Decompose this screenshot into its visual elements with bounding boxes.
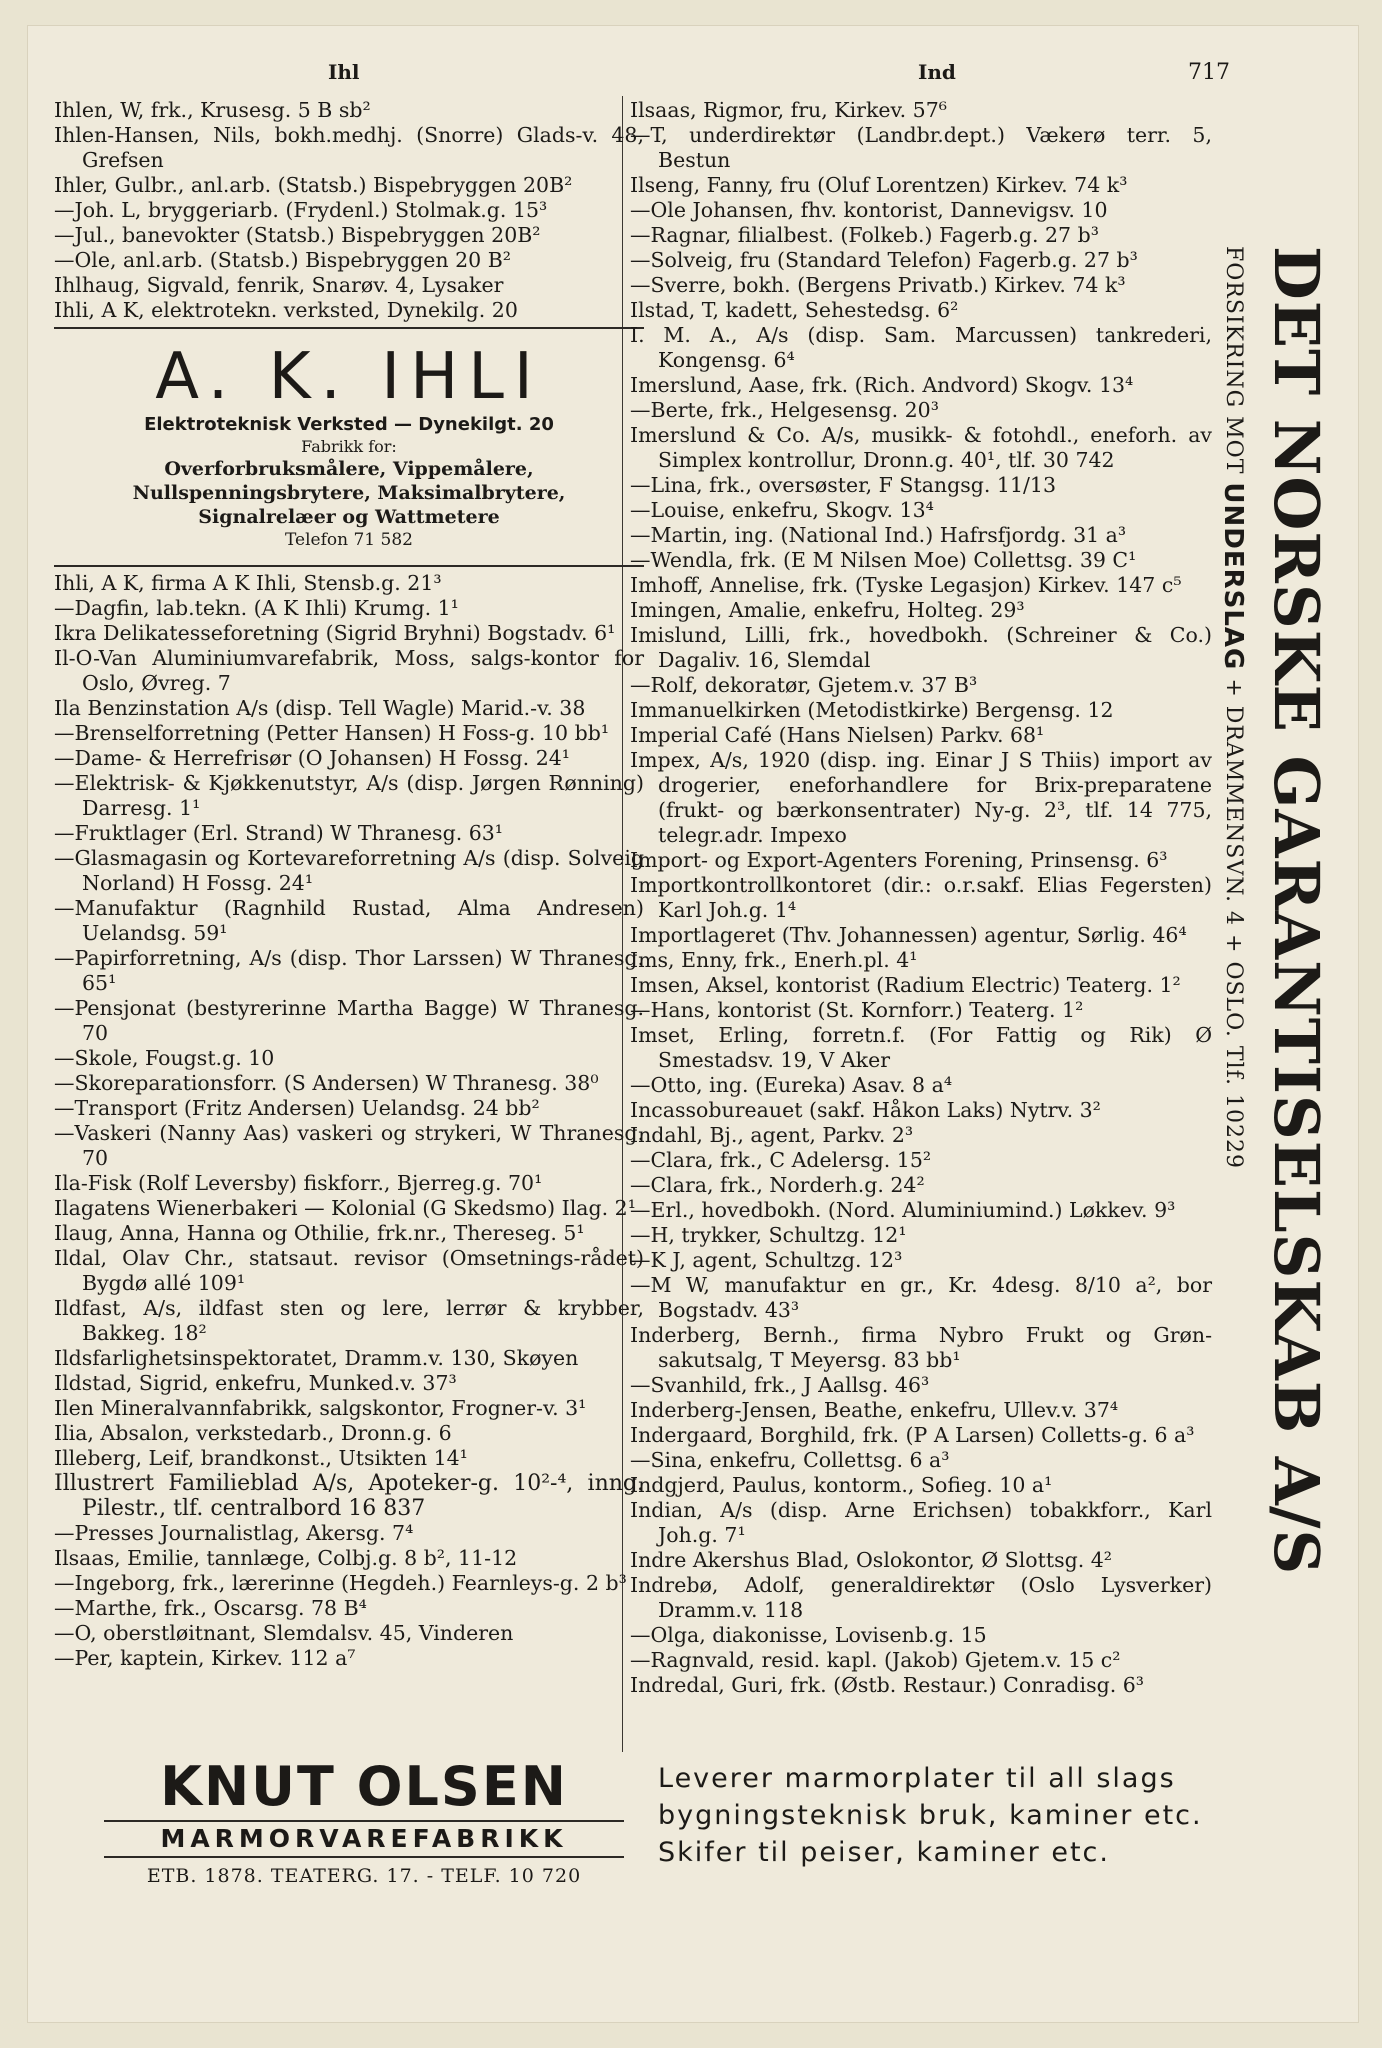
directory-entry: Ihli, A K, elektrotekn. verksted, Dynekilg. 20 xyxy=(54,298,518,322)
directory-entry: Import- og Export-Agenters Forening, Prinsensg. 6³ xyxy=(630,848,1168,872)
directory-entry: —Otto, ing. (Eureka) Asav. 8 a⁴ xyxy=(630,1073,953,1097)
directory-entry: Indian, A/s (disp. Arne Erichsen) tobakkforr., Karl Joh.g. 7¹ xyxy=(630,1498,1212,1547)
ad-ihli xyxy=(54,333,644,561)
directory-entry: Ilaug, Anna, Hanna og Othilie, frk.nr., Thereseg. 5¹ xyxy=(54,1221,585,1245)
right-entries xyxy=(630,98,1212,1698)
side-ad-main: DET NORSKE GARANTISELSKAB A/S xyxy=(1260,246,1333,1576)
directory-entry: Ihlhaug, Sigvald, fenrik, Snarøv. 4, Lysaker xyxy=(54,273,504,297)
directory-entry: —Manufaktur (Ragnhild Rustad, Alma Andresen) Uelandsg. 59¹ xyxy=(54,896,644,945)
directory-entry: —Martin, ing. (National Ind.) Hafrsfjordg. 31 a³ xyxy=(630,523,1127,547)
directory-entry: —Clara, frk., C Adelersg. 15² xyxy=(630,1148,932,1172)
directory-entry: —Clara, frk., Norderh.g. 24² xyxy=(630,1173,925,1197)
directory-entry: —Jul., banevokter (Statsb.) Bispebryggen 20B² xyxy=(54,223,541,247)
directory-entry: Impex, A/s, 1920 (disp. ing. Einar J S Thiis) import av drogerier, eneforhandlere for Brix-preparatene (frukt- og bærkonsentrater) Ny-g. 2³, tlf. 14 775, telegr.adr. Impexo xyxy=(630,748,1212,847)
directory-entry: Ihli, A K, firma A K Ihli, Stensb.g. 21³ xyxy=(54,571,442,595)
ad-ihli-subtitle: Elektroteknisk Verksted — Dynekilgt. 20 xyxy=(144,414,554,435)
ad-ihli-phone: Telefon 71 582 xyxy=(285,530,413,550)
directory-entry: —Solveig, fru (Standard Telefon) Fagerb.g. 27 b³ xyxy=(630,248,1138,272)
directory-entry: —H, trykker, Schultzg. 12¹ xyxy=(630,1223,907,1247)
directory-entry: —Elektrisk- & Kjøkkenutstyr, A/s (disp. Jørgen Rønning) Darresg. 1¹ xyxy=(54,771,644,820)
directory-entry: —Dame- & Herrefrisør (O Johansen) H Fossg. 24¹ xyxy=(54,746,571,770)
side-ad-sub-prefix: FORSIKRING MOT xyxy=(1221,246,1246,483)
directory-entry: —Louise, enkefru, Skogv. 13⁴ xyxy=(630,498,934,522)
ad-knut-line: ETB. 1878. TEATERG. 17. - TELF. 10 720 xyxy=(146,1865,582,1887)
directory-entry: Ihlen-Hansen, Nils, bokh.medhj. (Snorre) Glads-v. 48, Grefsen xyxy=(54,123,644,172)
side-ad-sub-bold: UNDERSLAG xyxy=(1218,482,1248,671)
directory-entry: Indgjerd, Paulus, kontorm., Sofieg. 10 a¹ xyxy=(630,1473,1053,1497)
directory-entry: —Glasmagasin og Kortevareforretning A/s (disp. Solveig Norland) H Fossg. 24¹ xyxy=(54,846,644,895)
directory-entry: —Transport (Fritz Andersen) Uelandsg. 24 bb² xyxy=(54,1096,540,1120)
directory-entry: —Fruktlager (Erl. Strand) W Thranesg. 63¹ xyxy=(54,821,504,845)
directory-entry: Ilsaas, Emilie, tannlæge, Colbj.g. 8 b², 11-12 xyxy=(54,1546,518,1570)
directory-entry: —Wendla, frk. (E M Nilsen Moe) Collettsg. 39 C¹ xyxy=(630,548,1137,572)
directory-entry: Imingen, Amalie, enkefru, Holteg. 29³ xyxy=(630,598,1025,622)
directory-entry: —Sverre, bokh. (Bergens Privatb.) Kirkev. 74 k³ xyxy=(630,273,1126,297)
ad-knut-rule xyxy=(104,1856,624,1858)
directory-entry: —Ingeborg, frk., lærerinne (Hegdeh.) Fearnleys-g. 2 b³ xyxy=(54,1571,627,1595)
left-column xyxy=(54,98,644,1671)
directory-entry: —Papirforretning, A/s (disp. Thor Larssen) W Thranesg. 65¹ xyxy=(54,946,644,995)
directory-entry: —O, oberstløitnant, Slemdalsv. 45, Vinderen xyxy=(54,1621,514,1645)
directory-entry: Ilseng, Fanny, fru (Oluf Lorentzen) Kirkev. 74 k³ xyxy=(630,173,1128,197)
directory-entry: —Presses Journalistlag, Akersg. 7⁴ xyxy=(54,1521,414,1545)
directory-entry: Imsen, Aksel, kontorist (Radium Electric) Teaterg. 1² xyxy=(630,973,1181,997)
directory-entry: Ilagatens Wienerbakeri — Kolonial (G Skedsmo) Ilag. 2¹ xyxy=(54,1196,636,1220)
directory-entry: Ilsaas, Rigmor, fru, Kirkev. 57⁶ xyxy=(630,98,947,122)
directory-entry: Indahl, Bj., agent, Parkv. 2³ xyxy=(630,1123,914,1147)
ad-marmor-line: bygningsteknisk bruk, kaminer etc. xyxy=(658,1800,1203,1831)
directory-entry: Indredal, Guri, frk. (Østb. Restaur.) Conradisg. 6³ xyxy=(630,1673,1145,1697)
directory-entry: —Skoreparationsforr. (S Andersen) W Thranesg. 38⁰ xyxy=(54,1071,599,1095)
side-ad-sub-rest: + DRAMMENSVN. 4 + OSLO. Tlf. 10229 xyxy=(1221,670,1246,1169)
ad-knut-olsen xyxy=(84,1756,644,1892)
directory-entry: —Rolf, dekoratør, Gjetem.v. 37 B³ xyxy=(630,673,978,697)
ad-knut-name: KNUT OLSEN xyxy=(160,1755,568,1818)
directory-entry: Ila-Fisk (Rolf Leversby) fiskforr., Bjerreg.g. 70¹ xyxy=(54,1171,543,1195)
directory-entry: —Erl., hovedbokh. (Nord. Aluminiumind.) Løkkev. 9³ xyxy=(630,1198,1176,1222)
side-ad-sub xyxy=(1218,246,1248,1169)
ad-ihli-product: Nullspenningsbrytere, Maksimalbrytere, xyxy=(132,482,566,504)
directory-entry: —Skole, Fougst.g. 10 xyxy=(54,1046,275,1070)
directory-page xyxy=(28,26,1358,2022)
directory-entry: —Dagfin, lab.tekn. (A K Ihli) Krumg. 1¹ xyxy=(54,596,459,620)
ad-ihli-title: A. K. IHLI xyxy=(155,340,543,414)
directory-entry: Indergaard, Borghild, frk. (P A Larsen) Colletts-g. 6 a³ xyxy=(630,1423,1195,1447)
directory-entry: Illustrert Familieblad A/s, Apoteker-g. 10²-⁴, inng. Pilestr., tlf. centralbord 16 837 xyxy=(54,1471,644,1521)
directory-entry: Inderberg-Jensen, Beathe, enkefru, Ullev.v. 37⁴ xyxy=(630,1398,1119,1422)
directory-entry: —Svanhild, frk., J Aallsg. 46³ xyxy=(630,1373,930,1397)
directory-entry: —Marthe, frk., Oscarsg. 78 B⁴ xyxy=(54,1596,367,1620)
page-number: 717 xyxy=(1188,60,1230,85)
directory-entry: Immanuelkirken (Metodistkirke) Bergensg. 12 xyxy=(630,698,1114,722)
directory-entry: Imset, Erling, forretn.f. (For Fattig og Rik) Ø Smestadsv. 19, V Aker xyxy=(630,1023,1212,1072)
ad-ihli-fabrikk: Fabrikk for: xyxy=(301,437,397,456)
directory-entry: —Ole Johansen, fhv. kontorist, Dannevigsv. 10 xyxy=(630,198,1108,222)
directory-entry: —M W, manufaktur en gr., Kr. 4desg. 8/10 a², bor Bogstadv. 43³ xyxy=(630,1273,1212,1322)
directory-entry: —Brenselforretning (Petter Hansen) H Foss-g. 10 bb¹ xyxy=(54,721,610,745)
directory-entry: Ilstad, T, kadett, Sehestedsg. 6² xyxy=(630,298,959,322)
directory-entry: —Pensjonat (bestyrerinne Martha Bagge) W Thranesg. 70 xyxy=(54,996,644,1045)
directory-entry: Inderberg, Bernh., firma Nybro Frukt og Grøn-sakutsalg, T Meyersg. 83 bb¹ xyxy=(630,1323,1212,1372)
directory-entry: Ihler, Gulbr., anl.arb. (Statsb.) Bispebryggen 20B² xyxy=(54,173,573,197)
directory-entry: Ildal, Olav Chr., statsaut. revisor (Omsetnings-rådet) Bygdø allé 109¹ xyxy=(54,1246,644,1295)
directory-entry: Il-O-Van Aluminiumvarefabrik, Moss, salgs-kontor for Oslo, Øvreg. 7 xyxy=(54,646,644,695)
header-left-keyword: Ihl xyxy=(328,60,360,84)
directory-entry: —Sina, enkefru, Collettsg. 6 a³ xyxy=(630,1448,950,1472)
directory-entry: Imhoff, Annelise, frk. (Tyske Legasjon) Kirkev. 147 c⁵ xyxy=(630,573,1182,597)
directory-entry: Ildfast, A/s, ildfast sten og lere, lerrør & krybber, Bakkeg. 18² xyxy=(54,1296,644,1345)
directory-entry: Ilia, Absalon, verkstedarb., Dronn.g. 6 xyxy=(54,1421,452,1445)
directory-entry: Imislund, Lilli, frk., hovedbokh. (Schreiner & Co.) Dagaliv. 16, Slemdal xyxy=(630,623,1212,672)
directory-entry: —Ragnar, filialbest. (Folkeb.) Fagerb.g. 27 b³ xyxy=(630,223,1099,247)
directory-entry: —K J, agent, Schultzg. 12³ xyxy=(630,1248,903,1272)
directory-entry: Indre Akershus Blad, Oslokontor, Ø Slottsg. 4² xyxy=(630,1548,1113,1572)
ad-knut-rule xyxy=(104,1820,624,1822)
directory-entry: —Joh. L, bryggeriarb. (Frydenl.) Stolmak.g. 15³ xyxy=(54,198,548,222)
directory-entry: —Lina, frk., oversøster, F Stangsg. 11/13 xyxy=(630,473,1056,497)
ad-marmor-line: Leverer marmorplater til all slags xyxy=(658,1763,1176,1794)
left-entries-top xyxy=(54,98,644,323)
ad-knut-subtitle: MARMORVAREFABRIKK xyxy=(160,1824,568,1853)
directory-entry: I. M. A., A/s (disp. Sam. Marcussen) tankrederi, Kongensg. 6⁴ xyxy=(630,323,1212,372)
directory-entry: —Hans, kontorist (St. Kornforr.) Teaterg. 1² xyxy=(630,998,1084,1022)
ad-marmor-line: Skifer til peiser, kaminer etc. xyxy=(658,1837,1110,1868)
header-middle-keyword: Ind xyxy=(918,60,956,84)
directory-entry: Ila Benzinstation A/s (disp. Tell Wagle) Marid.-v. 38 xyxy=(54,696,586,720)
directory-entry: —Ole, anl.arb. (Statsb.) Bispebryggen 20 B² xyxy=(54,248,511,272)
directory-entry: Importlageret (Thv. Johannessen) agentur, Sørlig. 46⁴ xyxy=(630,923,1187,947)
directory-entry: Imerslund, Aase, frk. (Rich. Andvord) Skogv. 13⁴ xyxy=(630,373,1134,397)
directory-entry: —Per, kaptein, Kirkev. 112 a⁷ xyxy=(54,1646,356,1670)
directory-entry: —Vaskeri (Nanny Aas) vaskeri og strykeri, W Thranesg. 70 xyxy=(54,1121,644,1170)
directory-entry: —Berte, frk., Helgesensg. 20³ xyxy=(630,398,939,422)
directory-entry: Ildstad, Sigrid, enkefru, Munked.v. 37³ xyxy=(54,1371,457,1395)
directory-entry: Indrebø, Adolf, generaldirektør (Oslo Lysverker) Dramm.v. 118 xyxy=(630,1573,1212,1622)
directory-entry: Ihlen, W, frk., Krusesg. 5 B sb² xyxy=(54,98,371,122)
directory-entry: Ims, Enny, frk., Enerh.pl. 4¹ xyxy=(630,948,918,972)
directory-entry: Importkontrollkontoret (dir.: o.r.sakf. Elias Fegersten) Karl Joh.g. 1⁴ xyxy=(630,873,1212,922)
right-column xyxy=(630,98,1212,1698)
directory-entry: Ikra Delikatesseforetning (Sigrid Bryhni) Bogstadv. 6¹ xyxy=(54,621,616,645)
left-entries xyxy=(54,571,644,1671)
ad-rule-bottom xyxy=(54,565,644,567)
directory-entry: Ildsfarlighetsinspektoratet, Dramm.v. 130, Skøyen xyxy=(54,1346,579,1370)
ad-ihli-product: Overforbruksmålere, Vippemålere, xyxy=(164,458,534,480)
ad-marmor xyxy=(658,1760,1258,1871)
directory-entry: Illeberg, Leif, brandkonst., Utsikten 14¹ xyxy=(54,1446,468,1470)
directory-entry: Incassobureauet (sakf. Håkon Laks) Nytrv. 3² xyxy=(630,1098,1101,1122)
directory-entry: Ilen Mineralvannfabrikk, salgskontor, Frogner-v. 3¹ xyxy=(54,1396,587,1420)
bottom-ads xyxy=(54,1756,1332,2016)
directory-entry: Imerslund & Co. A/s, musikk- & fotohdl., eneforh. av Simplex kontrollur, Dronn.g. 40¹, tlf. 30 742 xyxy=(630,423,1212,472)
directory-entry: —Olga, diakonisse, Lovisenb.g. 15 xyxy=(630,1623,987,1647)
directory-entry: —Ragnvald, resid. kapl. (Jakob) Gjetem.v. 15 c² xyxy=(630,1648,1121,1672)
directory-entry: Imperial Café (Hans Nielsen) Parkv. 68¹ xyxy=(630,723,1045,747)
ad-rule-top xyxy=(54,327,644,329)
ad-ihli-product: Signalrelæer og Wattmetere xyxy=(198,506,500,528)
directory-entry: —T, underdirektør (Landbr.dept.) Vækerø terr. 5, Bestun xyxy=(630,123,1212,172)
